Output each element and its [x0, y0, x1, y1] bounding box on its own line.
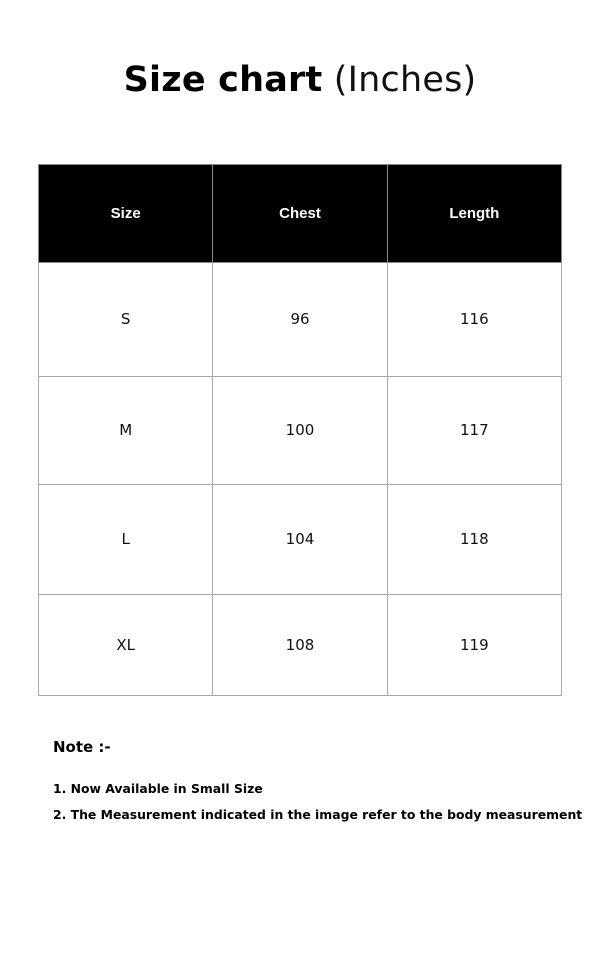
cell-size: S — [39, 263, 213, 377]
cell-chest: 100 — [213, 376, 387, 485]
header-chest: Chest — [213, 165, 387, 263]
cell-chest: 96 — [213, 263, 387, 377]
title-unit: (Inches) — [333, 60, 477, 100]
size-chart-table — [38, 164, 562, 696]
cell-chest: 108 — [213, 594, 387, 695]
table-row — [39, 594, 562, 695]
title-main: Size chart — [123, 60, 323, 100]
table-row — [39, 376, 562, 485]
cell-length: 118 — [387, 485, 561, 595]
note-heading: Note :- — [53, 738, 111, 756]
page-title — [0, 56, 600, 104]
cell-size: XL — [39, 594, 213, 695]
table-header-row — [39, 165, 562, 263]
header-size: Size — [39, 165, 213, 263]
header-length: Length — [387, 165, 561, 263]
cell-length: 117 — [387, 376, 561, 485]
cell-size: M — [39, 376, 213, 485]
note-item: 1. Now Available in Small Size — [53, 781, 263, 796]
cell-length: 119 — [387, 594, 561, 695]
cell-chest: 104 — [213, 485, 387, 595]
cell-size: L — [39, 485, 213, 595]
cell-length: 116 — [387, 263, 561, 377]
note-item: 2. The Measurement indicated in the image refer to the body measurement — [53, 807, 583, 822]
table-row — [39, 263, 562, 377]
table-row — [39, 485, 562, 595]
